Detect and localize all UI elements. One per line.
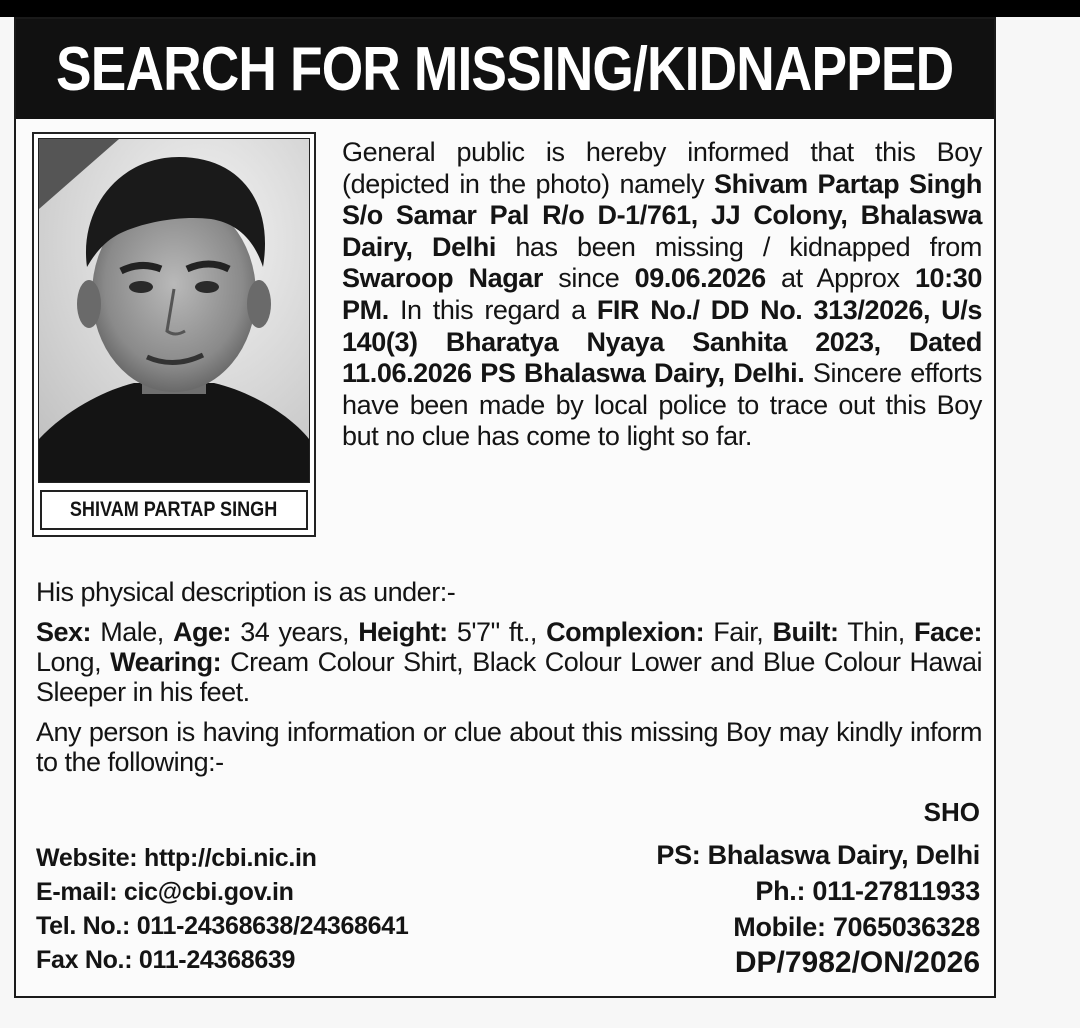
face-label: Face: <box>913 617 983 647</box>
intro-text-6: Sincere efforts have been made by local police to trace out this Boy but no clue has come to light so far. <box>342 358 982 452</box>
age-label: Age: <box>173 617 231 647</box>
built-value: Thin, <box>838 617 914 647</box>
complexion-label: Complexion: <box>546 617 705 647</box>
intro-text-4: at Approx <box>765 263 915 294</box>
wearing-value: Cream Colour Shirt, Black Colour Lower and Blue Colour Hawai Sleeper in his feet. <box>36 647 982 707</box>
intro-text-2: has been missing / kidnapped from <box>495 231 983 262</box>
phone-line: Ph.: 011-27811933 <box>755 876 980 906</box>
missing-date: 09.06.2026 <box>634 263 766 294</box>
wearing-label: Wearing: <box>110 647 222 677</box>
physical-description <box>36 617 982 707</box>
top-black-bar <box>0 0 1080 17</box>
name-address: Shivam Partap Singh S/o Samar Pal R/o D-1/761, JJ Colony, Bhalaswa Dairy, Delhi <box>342 168 982 262</box>
sho-label: SHO <box>923 797 980 827</box>
sex-value: Male, <box>91 617 173 647</box>
built-label: Built: <box>772 617 839 647</box>
photo-caption <box>40 490 308 530</box>
photo-caption-text: SHIVAM PARTAP SINGH <box>70 498 278 521</box>
mobile-line: Mobile: 7065036328 <box>733 912 980 942</box>
missing-place: Swaroop Nagar <box>342 263 544 294</box>
height-label: Height: <box>358 617 448 647</box>
portrait-image <box>39 139 309 482</box>
email-line: E-mail: cic@cbi.gov.in <box>36 878 294 906</box>
intro-text-1: General public is hereby informed that this Boy (depicted in the photo) namely <box>342 137 982 199</box>
reference-number: DP/7982/ON/2026 <box>734 946 980 979</box>
photo-frame <box>32 132 316 537</box>
fax-line: Fax No.: 011-24368639 <box>36 946 296 974</box>
headline-banner <box>16 19 994 119</box>
fir-details: FIR No./ DD No. 313/2026, U/s 140(3) Bharatya Nyaya Sanhita 2023, Dated 11.06.2026 PS Bhalaswa Dairy, Delhi. <box>342 294 982 389</box>
missing-person-notice <box>14 17 996 998</box>
missing-person-photo <box>38 138 310 483</box>
website-line: Website: http://cbi.nic.in <box>36 844 317 872</box>
physical-heading: His physical description is as under:- <box>36 577 456 607</box>
intro-text-5: In this regard a <box>388 294 597 325</box>
tel-line: Tel. No.: 011-24368638/24368641 <box>36 912 409 940</box>
headline: SEARCH FOR MISSING/KIDNAPPED <box>56 34 954 104</box>
contacts-left <box>36 841 408 977</box>
police-station-line: PS: Bhalaswa Dairy, Delhi <box>656 840 980 870</box>
face-value: Long, <box>36 647 111 677</box>
complexion-value: Fair, <box>704 617 773 647</box>
height-value: 5'7" ft., <box>447 617 547 647</box>
missing-time: 10:30 PM. <box>342 263 982 325</box>
inform-text: Any person is having information or clue about this missing Boy may kindly inform to the following:- <box>36 717 982 777</box>
age-value: 34 years, <box>231 617 359 647</box>
sex-label: Sex: <box>36 617 92 647</box>
description-section <box>36 577 982 777</box>
intro-text-3: since <box>543 263 635 294</box>
contacts-right <box>656 837 980 981</box>
intro-paragraph <box>342 137 982 453</box>
